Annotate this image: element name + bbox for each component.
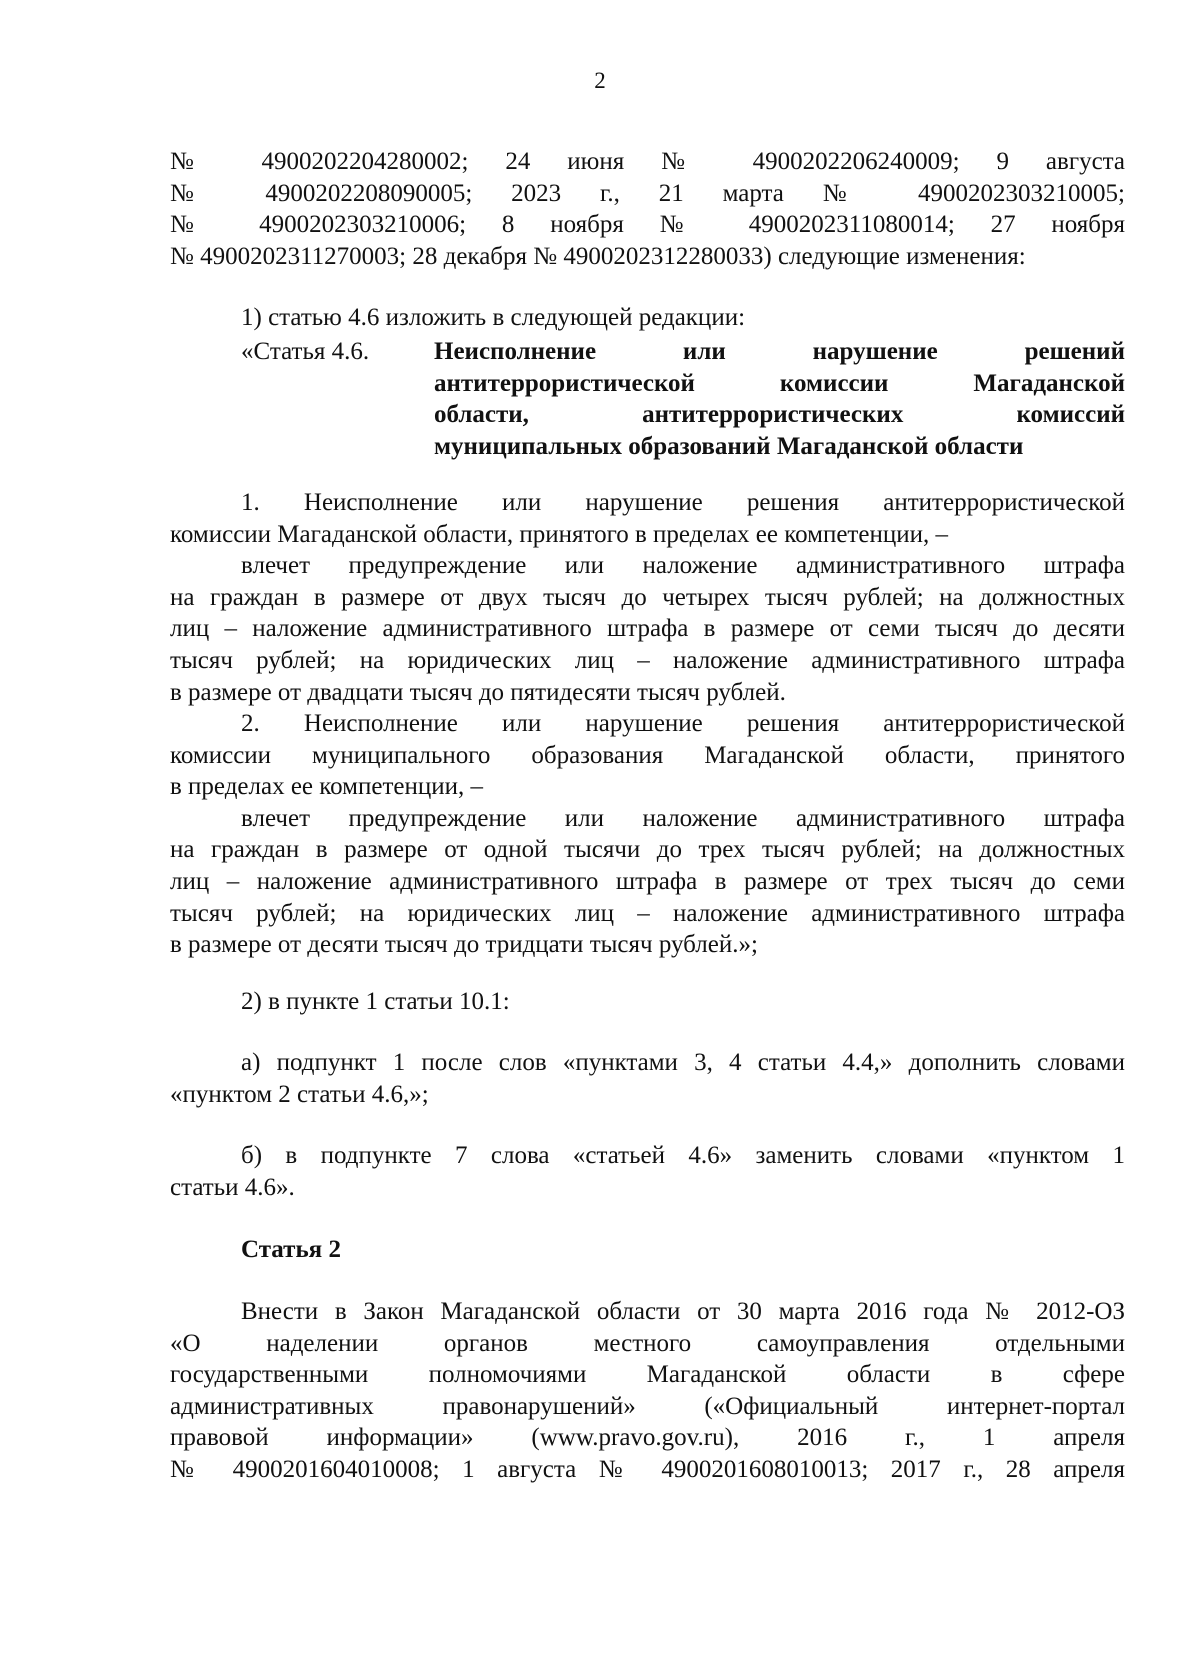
text-line: комиссии Магаданской области, принятого в пределах ее компетенции, – [170,520,948,548]
text-line: а) подпункт 1 после слов «пунктами 3, 4 статьи 4.4,» дополнить словами [241,1049,1125,1076]
article-2-text [170,1296,1125,1486]
text-line: на граждан в размере от двух тысяч до четырех тысяч рублей; на должностных [170,583,1125,611]
item-2a [170,1047,1125,1110]
text-line: Внести в Закон Магаданской области от 30 марта 2016 года № 2012-ОЗ [241,1298,1125,1325]
text-line: на граждан в размере от одной тысячи до трех тысяч рублей; на должностных [170,836,1125,864]
text-line: лиц – наложение административного штрафа в размере от семи тысяч до десяти [170,615,1125,643]
text-line: № 4900202311270003; 28 декабря № 4900202312280033) следующие изменения: [170,242,1026,270]
text-line: тысяч рублей; на юридических лиц – наложение административного штрафа [170,899,1125,927]
text-line: б) в подпункте 7 слова «статьей 4.6» заменить словами «пунктом 1 [241,1142,1125,1169]
text-line: № 4900202303210006; 8 ноября № 4900202311080014; 27 ноября [170,211,1125,239]
text-line: тысяч рублей; на юридических лиц – наложение административного штрафа [170,646,1125,674]
text-line: правовой информации» (www.pravo.gov.ru), 2016 г., 1 апреля [170,1424,1125,1452]
text-line: «О наделении органов местного самоуправления отдельными [170,1329,1125,1357]
text-line: 2) в пункте 1 статьи 10.1: [241,988,510,1015]
text-line: административных правонарушений» («Официальный интернет-портал [170,1392,1125,1420]
text-line: статьи 4.6». [170,1173,295,1201]
article-4-6-prefix: «Статья 4.6. [241,338,370,365]
intro-paragraph [170,146,1125,272]
page-number: 2 [594,68,606,93]
text-line: комиссии муниципального образования Магаданской области, принятого [170,741,1125,769]
text-line: в размере от двадцати тысяч до пятидесяти тысяч рублей. [170,678,786,706]
text-line: «пунктом 2 статьи 4.6,»; [170,1080,429,1108]
text-line: № 4900201604010008; 1 августа № 4900201608010013; 2017 г., 28 апреля [170,1455,1125,1483]
title-line: Неисполнение или нарушение решений [434,338,1125,365]
text-line: влечет предупреждение или наложение административного штрафа [241,552,1125,580]
text-line: № 4900202204280002; 24 июня № 4900202206240009; 9 августа [170,148,1125,175]
item-2 [170,986,1125,1018]
text-line: в пределах ее компетенции, – [170,773,484,801]
text-line: в размере от десяти тысяч до тридцати тысяч рублей.»; [170,931,758,959]
text-line: 2. Неисполнение или нарушение решения антитеррористической [241,710,1125,737]
text-line: 1) статью 4.6 изложить в следующей редакции: [241,304,746,331]
article-4-6-title [434,336,1125,462]
article-4-6-part-2 [170,708,1125,961]
title-line: муниципальных образований Магаданской области [434,432,1024,460]
title-line: области, антитеррористических комиссий [434,401,1125,429]
item-1 [170,302,1125,334]
item-2b [170,1140,1125,1203]
text-line: лиц – наложение административного штрафа в размере от трех тысяч до семи [170,867,1125,895]
article-2-heading: Статья 2 [241,1236,341,1263]
article-4-6-part-1 [170,487,1125,708]
article-4-6-heading [241,336,1125,466]
text-line: влечет предупреждение или наложение административного штрафа [241,804,1125,832]
text-line: № 4900202208090005; 2023 г., 21 марта № 4900202303210005; [170,179,1125,207]
text-line: 1. Неисполнение или нарушение решения антитеррористической [241,489,1125,516]
title-line: антитеррористической комиссии Магаданской [434,369,1125,397]
text-line: государственными полномочиями Магаданской области в сфере [170,1361,1125,1389]
